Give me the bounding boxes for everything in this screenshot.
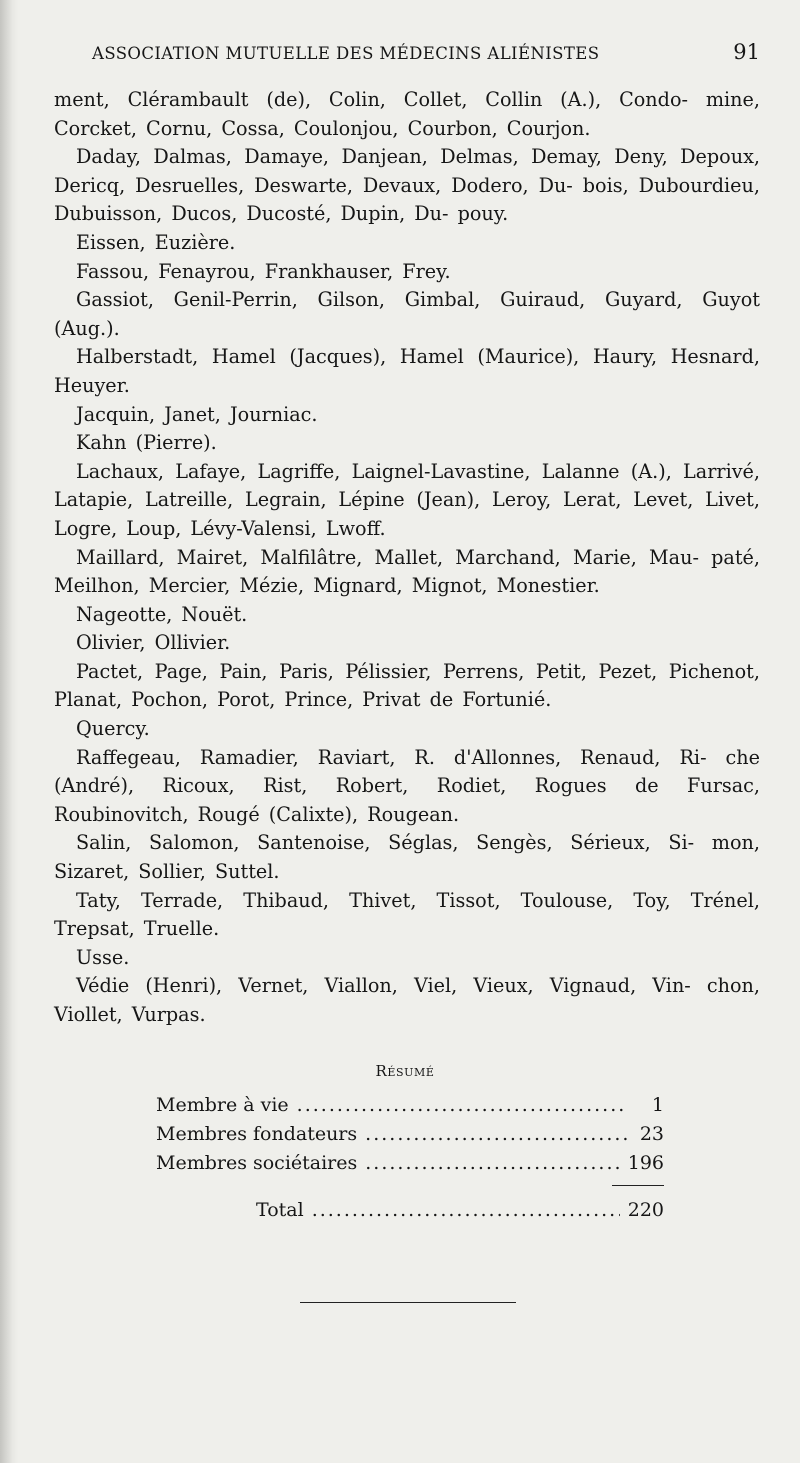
name-paragraph-p: Pactet, Page, Pain, Paris, Pélissier, Perrens, Petit, Pezet, Pichenot, Planat, Pochon, Porot, Prince, Privat de Fortunié. [54,659,760,712]
dot-leader [365,1152,619,1174]
resume-heading: Résumé [375,1062,435,1080]
name-paragraph-o: Olivier, Ollivier. [76,631,231,655]
summary-row-life-member [156,1094,664,1123]
name-paragraph-d: Daday, Dalmas, Damaye, Danjean, Delmas, Demay, Deny, Depoux, Dericq, Desruelles, Deswarte, Devaux, Dodero, Du- bois, Dubourdieu, Dubuisson, Ducos, Ducosté, Dupin, Du- pouy. [54,145,760,226]
page-gutter-shadow [0,0,18,1463]
summary-label: Membres sociétaires [156,1152,358,1174]
summary-label: Membres fondateurs [156,1123,358,1145]
summary-value: 196 [627,1152,664,1174]
name-paragraph-f: Fassou, Fenayrou, Frankhauser, Frey. [76,259,451,283]
name-paragraph-q: Quercy. [76,717,150,741]
running-title: ASSOCIATION MUTUELLE DES MÉDECINS ALIÉNISTES [92,44,600,63]
total-value: 220 [627,1199,664,1221]
name-paragraph-h: Halberstadt, Hamel (Jacques), Hamel (Maurice), Haury, Hesnard, Heuyer. [54,345,760,397]
sum-rule [612,1185,664,1186]
summary-value: 23 [639,1123,664,1145]
name-paragraph-r: Raffegeau, Ramadier, Raviart, R. d'Allonnes, Renaud, Ri- che (André), Ricoux, Rist, Robert, Rodiet, Rogues de Fursac, Roubinovitch, Rougé (Calixte), Rougean. [54,745,760,826]
dot-leader [365,1123,628,1145]
summary-row-total [256,1199,664,1228]
summary-value: 1 [651,1094,664,1116]
summary-row-founding-members [156,1123,664,1152]
member-name-list [54,86,760,1030]
name-paragraph-s: Salin, Salomon, Santenoise, Séglas, Sengès, Sérieux, Si- mon, Sizaret, Sollier, Suttel. [54,831,760,884]
name-paragraph-v: Védie (Henri), Vernet, Viallon, Viel, Vieux, Vignaud, Vin- chon, Viollet, Vurpas. [54,974,760,1026]
closing-rule [300,1302,516,1303]
summary-row-society-members [156,1152,664,1181]
name-paragraph-k: Kahn (Pierre). [76,431,217,455]
name-paragraph-c: ment, Clérambault (de), Colin, Collet, Collin (A.), Condo- mine, Corcket, Cornu, Cossa, Coulonjou, Courbon, Courjon. [54,88,760,140]
name-paragraph-l: Lachaux, Lafaye, Lagriffe, Laignel-Lavastine, Lalanne (A.), Larrivé, Latapie, Latreille, Legrain, Lépine (Jean), Leroy, Lerat, Levet, Livet, Logre, Loup, Lévy-Valensi, Lwoff. [54,459,760,540]
name-paragraph-m: Maillard, Mairet, Malfilâtre, Mallet, Marchand, Marie, Mau- paté, Meilhon, Mercier, Mézie, Mignard, Mignot, Monestier. [54,545,760,598]
name-paragraph-e: Eissen, Euzière. [76,230,236,254]
resume-summary-table [156,1094,664,1221]
page-number: 91 [733,40,760,64]
total-label: Total [256,1199,304,1221]
name-paragraph-u: Usse. [76,945,130,969]
name-paragraph-j: Jacquin, Janet, Journiac. [76,402,318,426]
name-paragraph-g: Gassiot, Genil-Perrin, Gilson, Gimbal, Guiraud, Guyard, Guyot (Aug.). [54,288,760,340]
name-paragraph-n: Nageotte, Nouët. [76,602,248,626]
dot-leader [312,1199,620,1221]
name-paragraph-t: Taty, Terrade, Thibaud, Thivet, Tissot, Toulouse, Toy, Trénel, Trepsat, Truelle. [54,888,760,941]
running-header [92,40,760,70]
summary-label: Membre à vie [156,1094,289,1116]
dot-leader [297,1094,628,1116]
